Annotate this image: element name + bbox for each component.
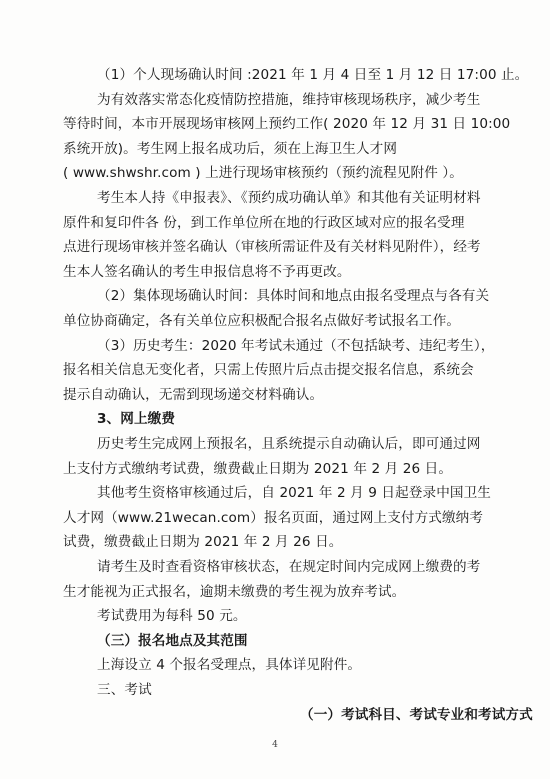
text-line: 考试费用为每科 50 元。: [97, 608, 247, 625]
text-line: 单位协商确定，各有关单位应积极配合报名点做好考试报名工作。: [63, 313, 461, 329]
text-line: 等待时间，本市开展现场审核网上预约工作( 2020 年 12 月 31 日 10:00: [63, 116, 511, 133]
text-line: 上海设立 4 个报名受理点，具体详见附件。: [97, 657, 362, 674]
page-number: 4: [272, 740, 278, 750]
text-line: 系统开放)。考生网上报名成功后，须在上海卫生人才网: [63, 140, 398, 157]
text-line: 生才能视为正式报名，逾期未缴费的考生视为放弃考试。: [63, 583, 406, 600]
text-line: 其他考生资格审核通过后，自 2021 年 2 月 9 日起登录中国卫生: [97, 485, 491, 502]
text-line: 为有效落实常态化疫情防控措施，维持审核现场秩序，减少考生: [97, 91, 481, 108]
text-line: 考生本人持《申报表》、《预约成功确认单》和其他有关证明材料: [97, 190, 481, 206]
text-line: 历史考生完成网上预报名，且系统提示自动确认后，即可通过网: [97, 436, 481, 452]
text-line: 报名相关信息无变化者，只需上传照片后点击提交报名信息，系统会: [63, 362, 474, 379]
text-line: （3）历史考生：2020 年考试未通过（不包括缺考、违纪考生），: [97, 337, 495, 354]
text-line: 上支付方式缴纳考试费，缴费截止日期为 2021 年 2 月 26 日。: [63, 460, 453, 477]
text-line: 生本人签名确认的考生申报信息将不予再更改。: [63, 263, 351, 280]
text-line: 提示自动确认，无需到现场递交材料确认。: [63, 386, 324, 403]
text-line: ( www.shwshr.com ) 上进行现场审核预约（预约流程见附件 ）。: [63, 165, 463, 182]
text-line: 原件和复印件各 份，到工作单位所在地的行政区域对应的报名受理: [63, 214, 465, 231]
section-heading: （三）报名地点及其范围: [97, 632, 248, 649]
text-line: （1）个人现场确认时间 :2021 年 1 月 4 日至 1 月 12 日 17:00 止。: [97, 67, 529, 83]
subsection-heading: （一）考试科目、考试专业和考试方式: [300, 706, 533, 723]
text-line: 人才网（www.21wecan.com）报名页面，通过网上支付方式缴纳考: [63, 509, 484, 526]
text-line: 请考生及时查看资格审核状态，在规定时间内完成网上缴费的考: [97, 559, 481, 575]
text-line: 点进行现场审核并签名确认（审核所需证件及有关材料见附件），经考: [63, 239, 481, 256]
text-line: 试费，缴费截止日期为 2021 年 2 月 26 日。: [63, 534, 343, 551]
section-heading: 三、考试: [97, 682, 152, 698]
text-line: （2）集体现场确认时间：具体时间和地点由报名受理点与各有关: [97, 288, 490, 305]
section-heading: 3、网上缴费: [97, 411, 176, 428]
